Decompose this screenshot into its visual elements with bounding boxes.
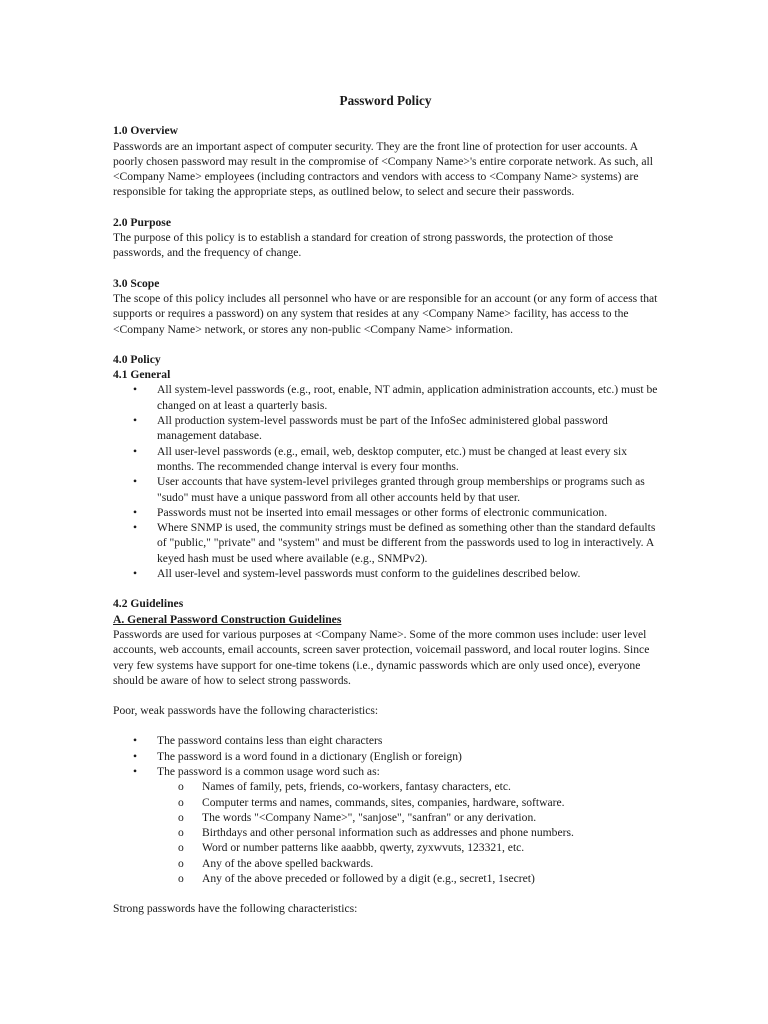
policy-section — [113, 352, 658, 917]
weak-intro: Poor, weak passwords have the following characteristics: — [113, 704, 379, 718]
list-item: • Passwords must not be inserted into email messages or other forms of electronic communication. — [113, 505, 658, 520]
list-item — [113, 764, 658, 779]
strong-intro: Strong passwords have the following characteristics: — [113, 902, 358, 916]
sub-list-item: o Computer terms and names, commands, sites, companies, hardware, software. — [113, 795, 658, 810]
construction-text: Passwords are used for various purposes at <Company Name>. Some of the more common uses include: user level accounts, web accounts, email accounts, screen saver protection, voicemail password, and local router logins. Since very few systems have support for one-time tokens (i.e., dynamic passwords which are only used once), everyone should be aware of how to select strong passwords. — [113, 627, 650, 687]
list-item-text: The password is a common usage word such as: — [157, 764, 380, 778]
scope-section — [113, 276, 658, 337]
list-item: • The password is a word found in a dictionary (English or foreign) — [113, 749, 658, 764]
scope-heading: 3.0 Scope — [113, 276, 160, 290]
list-item: • User accounts that have system-level privileges granted through group memberships or programs such as "sudo" must have a unique password from all other accounts held by that user. — [113, 474, 658, 505]
sub-list-item: o Birthdays and other personal information such as addresses and phone numbers. — [113, 825, 658, 840]
overview-text: Passwords are an important aspect of computer security. They are the front line of protection for user accounts. A poorly chosen password may result in the compromise of <Company Name>'s entire corporate network. As such, all <Company Name> employees (including contractors and vendors with access to <Company Name> systems) are responsible for taking the appropriate steps, as outlined below, to select and secure their passwords. — [113, 139, 653, 199]
list-item: • Where SNMP is used, the community strings must be defined as something other than the standard defaults of "public," "private" and "system" and must be different from the passwords used to log in interactively. A keyed hash must be used where available (e.g., SNMPv2). — [113, 520, 658, 566]
guidelines-heading: 4.2 Guidelines — [113, 597, 184, 611]
scope-text: The scope of this policy includes all personnel who have or are responsible for an account (or any form of access that supports or requires a password) on any system that resides at any <Company Name> facility, has access to the <Company Name> network, or stores any non-public <Company Name> information. — [113, 291, 658, 336]
list-item: • The password contains less than eight characters — [113, 733, 658, 748]
general-list — [113, 382, 658, 581]
page-title: Password Policy — [339, 93, 432, 108]
sub-list-item: o Any of the above preceded or followed by a digit (e.g., secret1, 1secret) — [113, 871, 658, 886]
list-item: • All user-level passwords (e.g., email, web, desktop computer, etc.) must be changed at least every six months. The recommended change interval is every four months. — [113, 444, 658, 475]
sub-list-item: o The words "<Company Name>", "sanjose", "sanfran" or any derivation. — [113, 810, 658, 825]
list-item: • All system-level passwords (e.g., root, enable, NT admin, application administration accounts, etc.) must be changed on at least a quarterly basis. — [113, 382, 658, 413]
weak-list — [113, 733, 658, 779]
weak-sublist — [113, 779, 658, 886]
policy-heading: 4.0 Policy — [113, 352, 161, 366]
sub-list-item: o Names of family, pets, friends, co-workers, fantasy characters, etc. — [113, 779, 658, 794]
list-item: • All user-level and system-level passwords must conform to the guidelines described below. — [113, 566, 658, 581]
general-heading: 4.1 General — [113, 368, 171, 382]
list-item: • All production system-level passwords must be part of the InfoSec administered global password management database. — [113, 413, 658, 444]
overview-section — [113, 123, 658, 199]
sub-list-item: o Any of the above spelled backwards. — [113, 856, 658, 871]
sub-list-item: o Word or number patterns like aaabbb, qwerty, zyxwvuts, 123321, etc. — [113, 840, 658, 855]
purpose-text: The purpose of this policy is to establish a standard for creation of strong passwords, the protection of those passwords, and the frequency of change. — [113, 231, 614, 260]
purpose-section — [113, 215, 658, 261]
construction-heading: A. General Password Construction Guidelines — [113, 612, 342, 626]
overview-heading: 1.0 Overview — [113, 124, 179, 138]
purpose-heading: 2.0 Purpose — [113, 215, 171, 229]
